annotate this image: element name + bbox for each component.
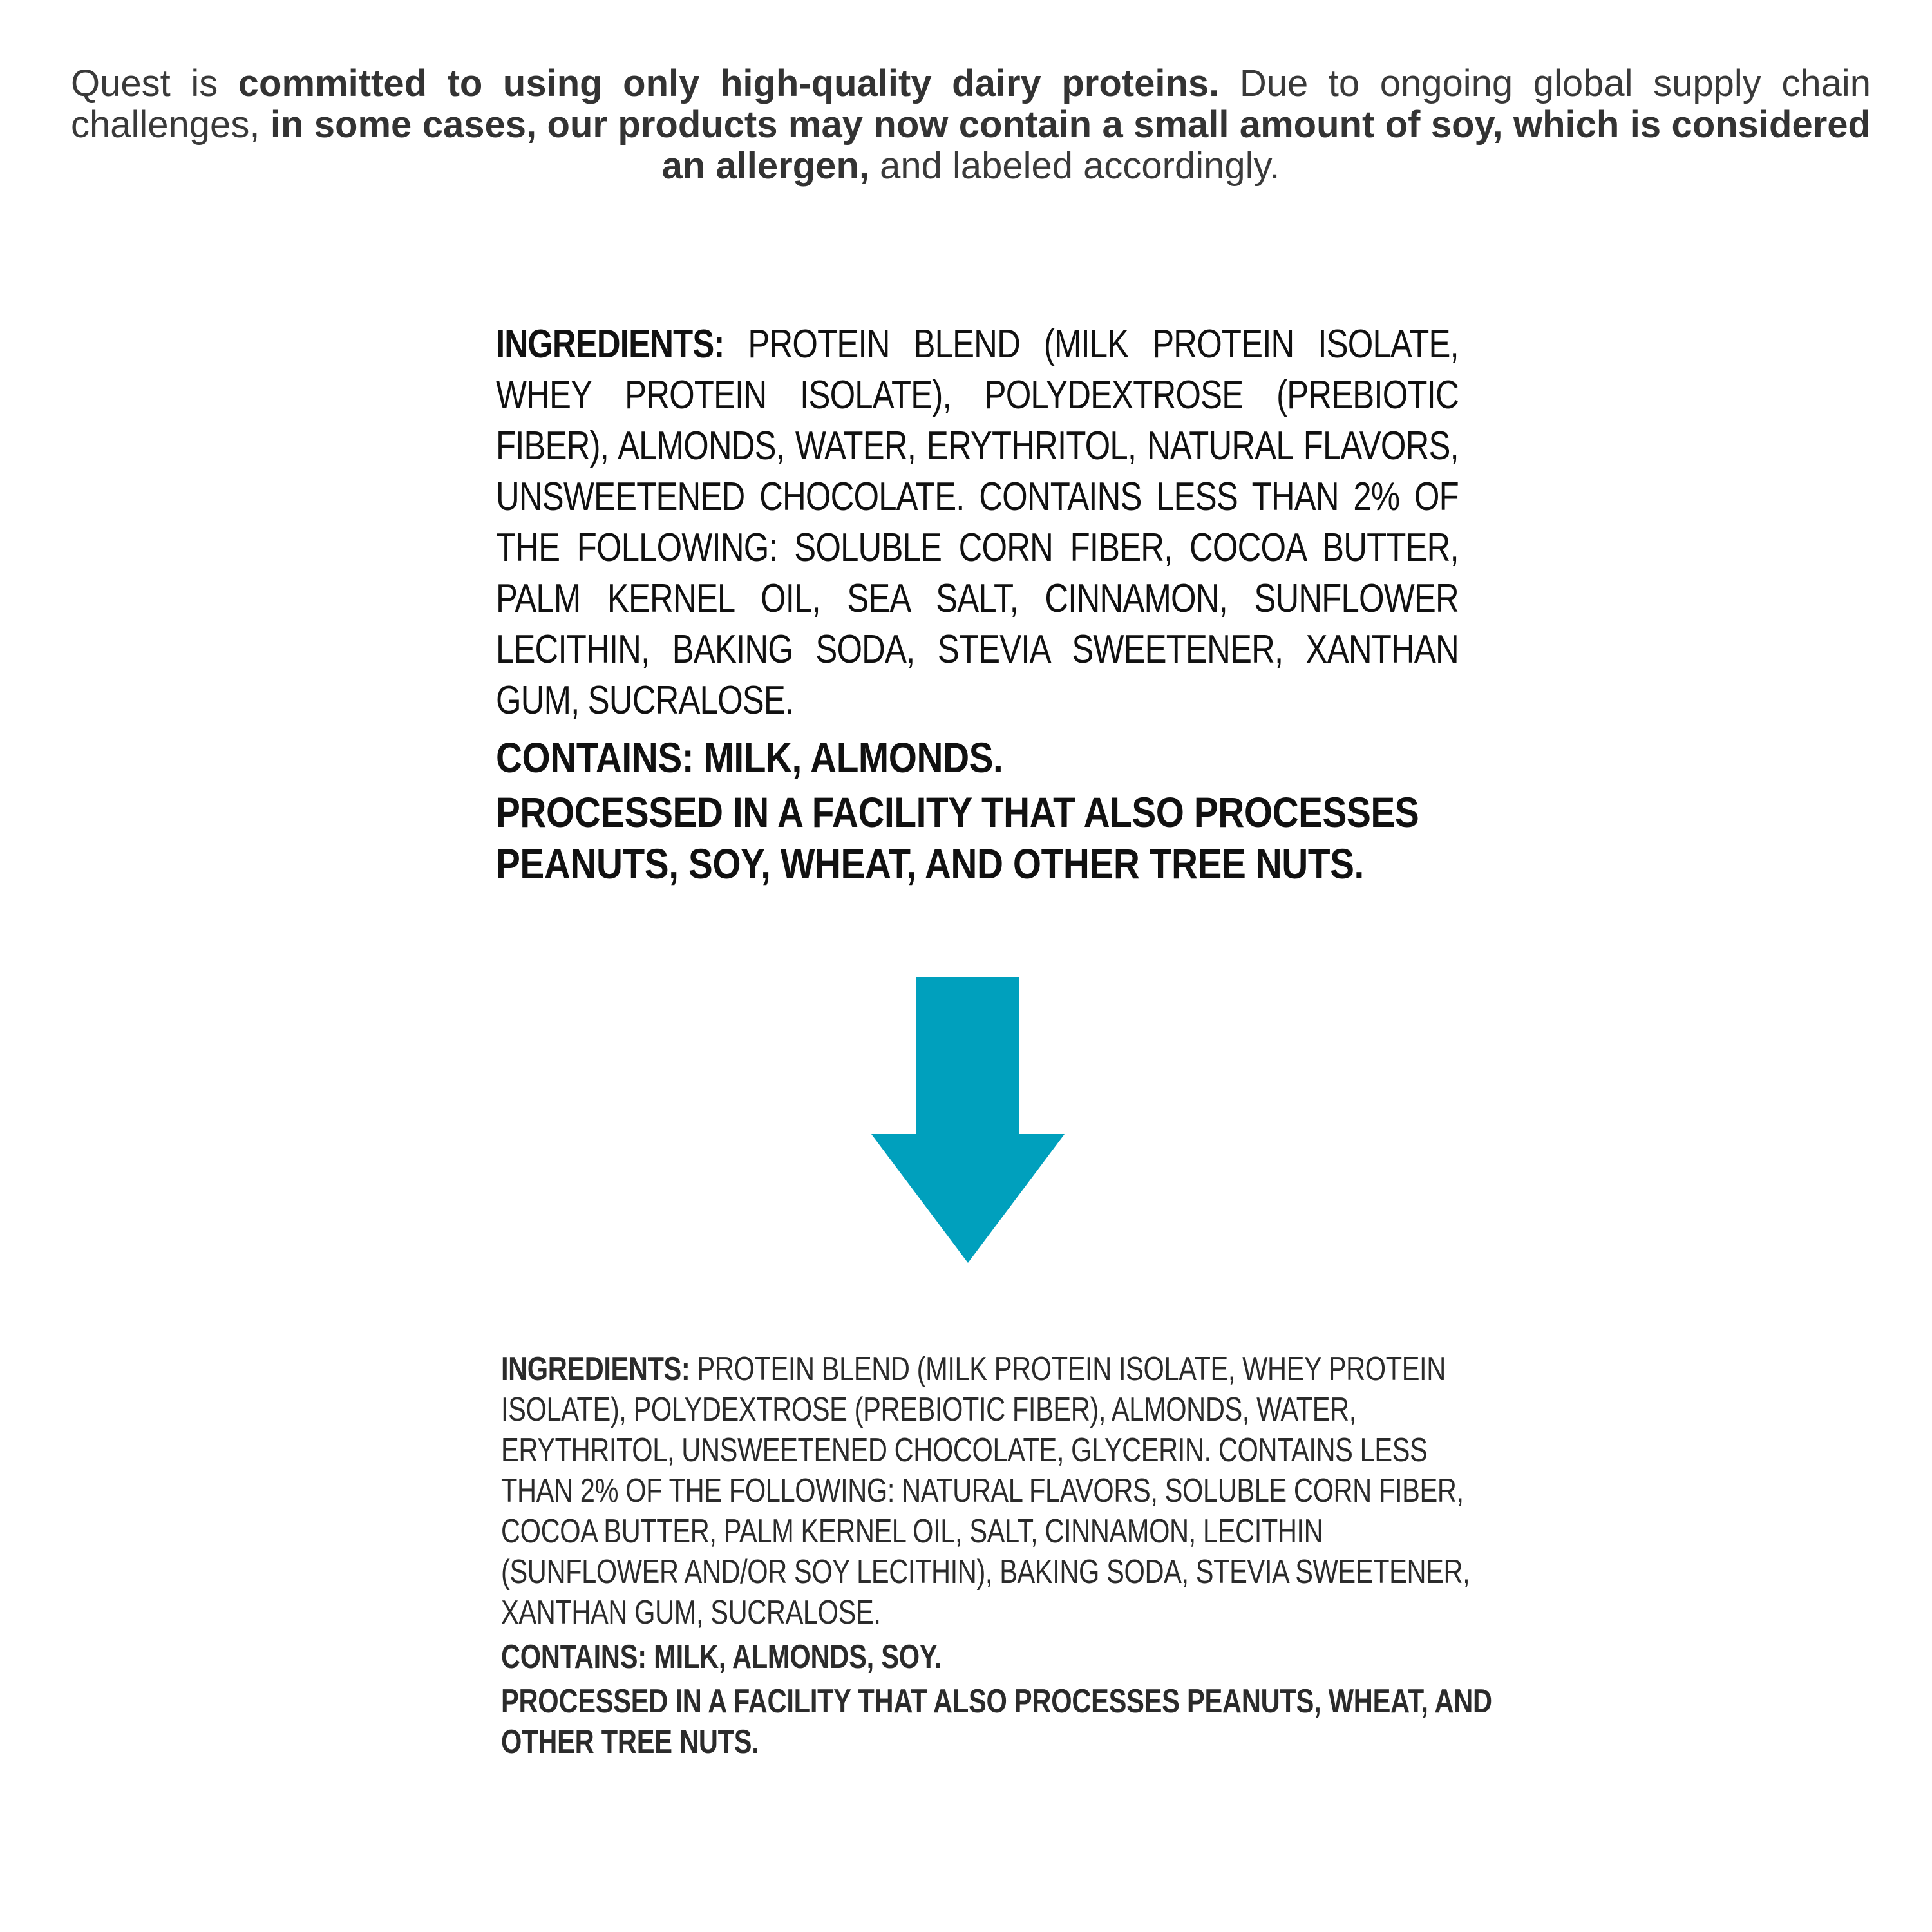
new-processed-line: PROCESSED IN A FACILITY THAT ALSO PROCESSES PEANUTS, WHEAT, AND	[501, 1683, 1492, 1720]
new-ingredients-line: ISOLATE), POLYDEXTROSE (PREBIOTIC FIBER), ALMONDS, WATER,	[501, 1391, 1356, 1428]
notice-text-2: Due to ongoing global supply chain challenges,	[71, 62, 1871, 146]
new-ingredients-line: THAN 2% OF THE FOLLOWING: NATURAL FLAVORS, SOLUBLE CORN FIBER,	[501, 1472, 1464, 1510]
new-ingredients-line: COCOA BUTTER, PALM KERNEL OIL, SALT, CINNAMON, LECITHIN	[501, 1513, 1323, 1550]
supply-chain-notice	[71, 63, 1871, 187]
new-ingredients-line: ERYTHRITOL, UNSWEETENED CHOCOLATE, GLYCERIN. CONTAINS LESS	[501, 1432, 1428, 1469]
old-ingredients-text: PROTEIN BLEND (MILK PROTEIN ISOLATE, WHEY PROTEIN ISOLATE), POLYDEXTROSE (PREBIOTIC FIBER), ALMONDS, WATER, ERYTHRITOL, NATURAL FLAVORS, UNSWEETENED CHOCOLATE. CONTAINS LESS THAN 2% OF THE FOLLOWING: SOLUBLE CORN FIBER, COCOA BUTTER, PALM KERNEL OIL, SEA SALT, CINNAMON, SUNFLOWER LECITHIN, BAKING SODA, STEVIA SWEETENER, XANTHAN GUM, SUCRALOSE.	[496, 322, 1459, 723]
new-ingredients-line-text: PROTEIN BLEND (MILK PROTEIN ISOLATE, WHEY PROTEIN	[690, 1350, 1446, 1388]
down-arrow-icon	[871, 977, 1065, 1263]
new-processed-statement	[501, 1681, 1492, 1763]
old-ingredients-label	[496, 319, 1459, 889]
new-ingredients-line	[501, 1349, 1462, 1390]
notice-text-1: Quest is	[71, 62, 238, 104]
old-ingredients-paragraph	[496, 319, 1459, 726]
down-arrow-shape	[871, 977, 1065, 1263]
new-ingredients-heading: INGREDIENTS:	[501, 1350, 690, 1388]
new-ingredients-line: (SUNFLOWER AND/OR SOY LECITHIN), BAKING SODA, STEVIA SWEETENER,	[501, 1553, 1470, 1591]
notice-bold-1: committed to using only high-quality dairy proteins.	[238, 62, 1220, 104]
new-ingredients-label	[501, 1349, 1492, 1763]
new-ingredients-paragraph	[501, 1349, 1470, 1633]
new-contains-statement: CONTAINS: MILK, ALMONDS, SOY.	[501, 1638, 942, 1676]
notice-text-3: and labeled accordingly.	[869, 145, 1280, 187]
old-processed-statement: PROCESSED IN A FACILITY THAT ALSO PROCESSES PEANUTS, SOY, WHEAT, AND OTHER TREE NUTS.	[496, 788, 1419, 887]
notice-bold-2: in some cases, our products may now contain a small amount of soy, which is considered an allergen,	[270, 104, 1871, 187]
old-contains-statement: CONTAINS: MILK, ALMONDS.	[496, 734, 1003, 781]
new-processed-line: OTHER TREE NUTS.	[501, 1723, 759, 1761]
old-ingredients-heading: INGREDIENTS:	[496, 322, 724, 366]
new-ingredients-line: XANTHAN GUM, SUCRALOSE.	[501, 1594, 881, 1631]
